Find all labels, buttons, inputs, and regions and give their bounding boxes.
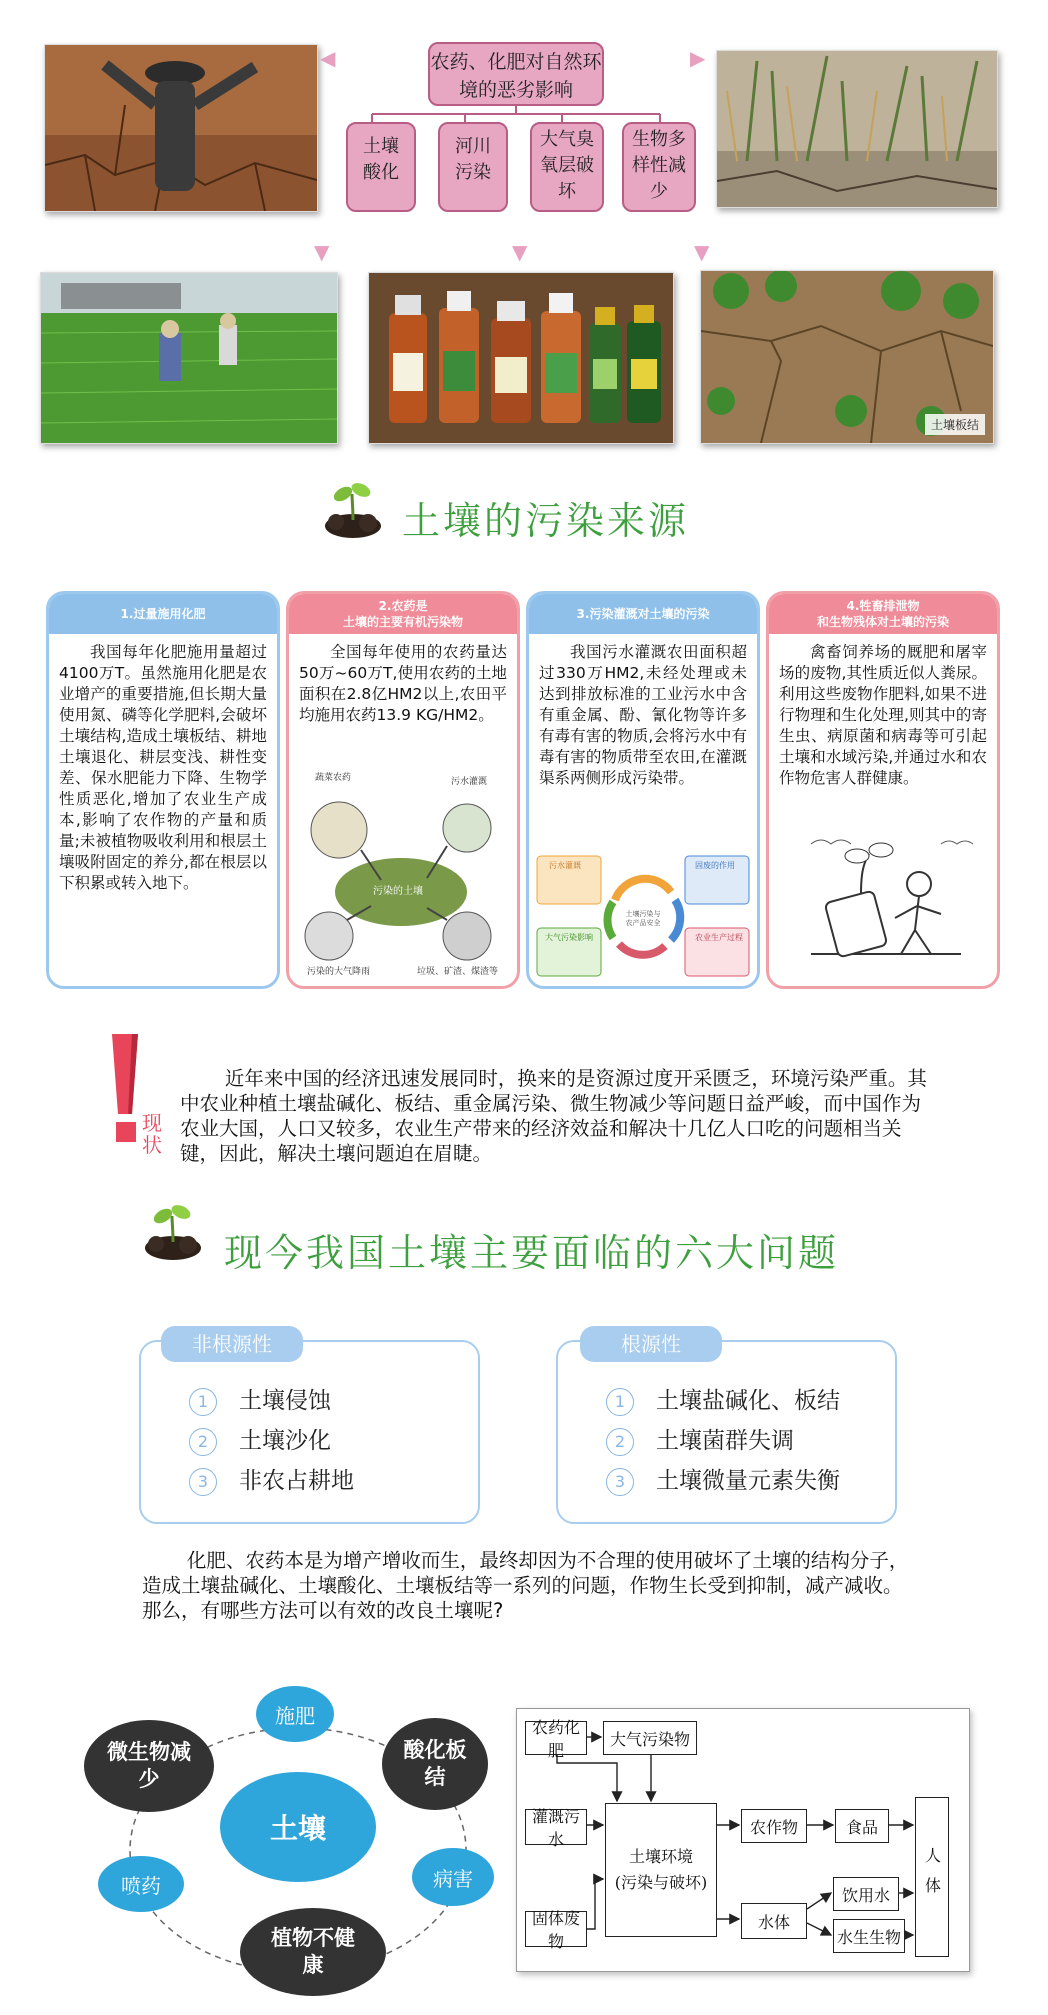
problem-item-label: 土壤侵蚀 bbox=[239, 1388, 331, 1414]
arrow-left-icon: ◀ bbox=[320, 46, 336, 70]
section-title-pollution-sources: 土壤的污染来源 bbox=[402, 499, 690, 543]
arrow-down-icon: ▼ bbox=[314, 240, 330, 264]
flow-diagram bbox=[516, 1708, 970, 1972]
source-card-1 bbox=[46, 591, 280, 989]
problem-item bbox=[606, 1462, 840, 1496]
cycle-node-microbe-decrease bbox=[84, 1720, 214, 1812]
problem-item-label: 土壤微量元素失衡 bbox=[656, 1468, 840, 1494]
cycle-node-disease bbox=[412, 1848, 494, 1906]
flow-box-soil-environment: 土壤环境 (污染与破坏) bbox=[605, 1803, 717, 1937]
flow-box-air-pollutant: 大气污染物 bbox=[603, 1721, 697, 1755]
photo-cracked-earth-man bbox=[44, 44, 318, 212]
number-1-icon: 1 bbox=[606, 1388, 634, 1416]
summary-paragraph: 化肥、农药本是为增产增收而生，最终却因为不合理的使用破坏了土壤的结构分子，造成土壤盐碱化、土壤酸化、土壤板结等一系列的问题，作物生长受到抑制，减产减收。那么，有哪些方法可以有效的改良土壤呢? bbox=[142, 1549, 909, 1622]
effect-label: 土壤酸化 bbox=[363, 136, 399, 183]
effect-label: 生物多样性减少 bbox=[632, 129, 686, 202]
problem-box-root bbox=[556, 1332, 897, 1524]
cycle-node-label: 病害 bbox=[433, 1866, 473, 1891]
photo-pesticide-bottles bbox=[368, 272, 674, 444]
cartoon-illustration bbox=[791, 834, 975, 974]
problem-item bbox=[189, 1462, 354, 1496]
problem-item bbox=[606, 1382, 840, 1416]
number-2-icon: 2 bbox=[606, 1428, 634, 1456]
problem-item bbox=[189, 1422, 331, 1456]
arrow-right-icon: ▶ bbox=[690, 46, 706, 70]
flow-box-food: 食品 bbox=[835, 1809, 889, 1843]
flow-box-human-body: 人体 bbox=[915, 1797, 949, 1957]
figure-label: 土壤污染与农产品安全 bbox=[625, 910, 661, 927]
section-title-six-problems: 现今我国土壤主要面临的六大问题 bbox=[224, 1231, 840, 1275]
arrow-down-icon: ▼ bbox=[694, 240, 710, 264]
flow-box-crops: 农作物 bbox=[741, 1809, 807, 1843]
arrow-down-icon: ▼ bbox=[512, 240, 528, 264]
effect-box-4 bbox=[622, 122, 696, 212]
figure-label: 污水灌溉 bbox=[549, 861, 581, 870]
flow-box-aquatic-life: 水生生物 bbox=[833, 1919, 905, 1953]
pollution-cycle-diagram bbox=[535, 852, 751, 982]
status-paragraph: 近年来中国的经济迅速发展同时，换来的是资源过度开采匮乏，环境污染严重。其中农业种植土壤盐碱化、板结、重金属污染、微生物减少等问题日益严峻，而中国作为农业大国，人口又较多，农业生产带来的经济效益和解决十几亿人口吃的问题相当关键，因此，解决土壤问题迫在眉睫。 bbox=[180, 1067, 927, 1165]
photo-dry-grass bbox=[716, 50, 998, 208]
source-card-text: 我国污水灌溉农田面积超过330万HM2,未经处理或未达到排放标准的工业污水中含有重金属、酚、氰化物等许多有毒有害的物质,会将污水中有毒有害的物质带至农田,在灌溉渠系两侧形成污染带。 bbox=[539, 643, 747, 787]
figure-label: 固废的作用 bbox=[695, 861, 735, 870]
source-card-title: 4.牲畜排泄物 和生物残体对土壤的污染 bbox=[769, 594, 997, 634]
exclamation-icon bbox=[108, 1030, 142, 1152]
problem-item bbox=[606, 1422, 794, 1456]
problem-item-label: 土壤菌群失调 bbox=[656, 1428, 794, 1454]
cycle-node-label: 微生物减少 bbox=[107, 1740, 191, 1791]
cycle-center-soil bbox=[220, 1772, 376, 1882]
problem-tag: 根源性 bbox=[580, 1326, 722, 1362]
source-card-text: 全国每年使用的农药量达50万~60万T,使用农药的土地面积在2.8亿HM2以上,农田平均施用农药13.9 KG/HM2。 bbox=[299, 643, 507, 724]
number-2-icon: 2 bbox=[189, 1428, 217, 1456]
problem-item-label: 非农占耕地 bbox=[239, 1468, 354, 1494]
source-card-3 bbox=[526, 591, 760, 989]
concept-connector-lines bbox=[340, 104, 692, 124]
number-1-icon: 1 bbox=[189, 1388, 217, 1416]
cycle-node-label: 喷药 bbox=[121, 1873, 161, 1898]
flow-box-pesticide-fertilizer: 农药化肥 bbox=[525, 1721, 587, 1755]
status-label: 现状 bbox=[142, 1111, 162, 1157]
cycle-node-spray bbox=[98, 1856, 184, 1912]
figure-label: 农业生产过程 bbox=[695, 933, 743, 942]
source-card-title: 1.过量施用化肥 bbox=[49, 594, 277, 634]
effect-label: 河川污染 bbox=[455, 136, 491, 183]
photo-spraying-field bbox=[40, 272, 338, 444]
number-3-icon: 3 bbox=[189, 1468, 217, 1496]
flow-box-drinking-water: 饮用水 bbox=[833, 1877, 899, 1911]
effect-box-2 bbox=[438, 122, 508, 212]
problem-item bbox=[189, 1382, 331, 1416]
cycle-node-label: 酸化板结 bbox=[403, 1738, 467, 1789]
problem-box-non-root bbox=[139, 1332, 480, 1524]
effect-box-3 bbox=[530, 122, 604, 212]
sprout-soil-icon bbox=[322, 476, 384, 544]
concept-center-title-text: 农药、化肥对自然环境的恶劣影响 bbox=[430, 51, 602, 101]
source-card-text: 我国每年化肥施用量超过4100万T。虽然施用化肥是农业增产的重要措施,但长期大量使用氮、磷等化学肥料,会破坏土壤结构,造成土壤板结、耕地土壤退化、耕层变浅、耕性变差、保水肥能力下降、生物学性质恶化,增加了农业生产成本,影响了农作物的产量和质量;未被植物吸收利用和根层土壤吸附固定的养分,都在根层以下积累或转入地下。 bbox=[59, 643, 267, 892]
source-card-2 bbox=[286, 591, 520, 989]
figure-label: 垃圾、矿渣、煤渣等 bbox=[417, 967, 499, 977]
figure-label: 污染的大气降雨 bbox=[307, 967, 371, 977]
effect-label: 大气臭氧层破坏 bbox=[540, 129, 594, 202]
problem-item-label: 土壤沙化 bbox=[239, 1428, 331, 1454]
number-3-icon: 3 bbox=[606, 1468, 634, 1496]
figure-label: 大气污染影响 bbox=[545, 933, 593, 942]
flow-box-water-body: 水体 bbox=[741, 1903, 807, 1939]
figure-label: 污水灌溉 bbox=[451, 777, 488, 787]
cycle-node-label: 植物不健康 bbox=[271, 1926, 355, 1977]
source-card-4 bbox=[766, 591, 1000, 989]
cycle-center-label: 土壤 bbox=[269, 1812, 326, 1845]
problem-item-label: 土壤盐碱化、板结 bbox=[656, 1388, 840, 1414]
cycle-node-label: 施肥 bbox=[275, 1703, 315, 1728]
flow-box-irrigation-water: 灌溉污水 bbox=[525, 1809, 587, 1845]
sprout-soil-icon bbox=[142, 1198, 204, 1266]
source-card-text: 禽畜饲养场的厩肥和屠宰场的废物,其性质近似人粪尿。利用这些废物作肥料,如果不进行物理和生化处理,则其中的寄生虫、病原菌和病毒等可引起土壤和水域污染,并通过水和农作物危害人群健康。 bbox=[779, 643, 987, 787]
figure-label: 污染的土壤 bbox=[373, 886, 423, 897]
cycle-node-acid-compaction bbox=[382, 1718, 488, 1810]
effect-box-1 bbox=[346, 122, 416, 212]
cycle-node-fertilize bbox=[256, 1686, 334, 1742]
source-card-title: 3.污染灌溉对土壤的污染 bbox=[529, 594, 757, 634]
source-card-title: 2.农药是 土壤的主要有机污染物 bbox=[289, 594, 517, 634]
cycle-node-unhealthy-plant bbox=[240, 1908, 386, 1996]
photo-caption: 土壤板结 bbox=[925, 414, 985, 435]
flow-box-solid-waste: 固体废物 bbox=[525, 1911, 587, 1947]
photo-soil-compaction bbox=[700, 270, 994, 444]
pollution-sources-illustration bbox=[301, 770, 505, 976]
figure-label: 蔬菜农药 bbox=[315, 773, 352, 783]
concept-center-title bbox=[428, 42, 604, 106]
problem-tag: 非根源性 bbox=[161, 1326, 303, 1362]
